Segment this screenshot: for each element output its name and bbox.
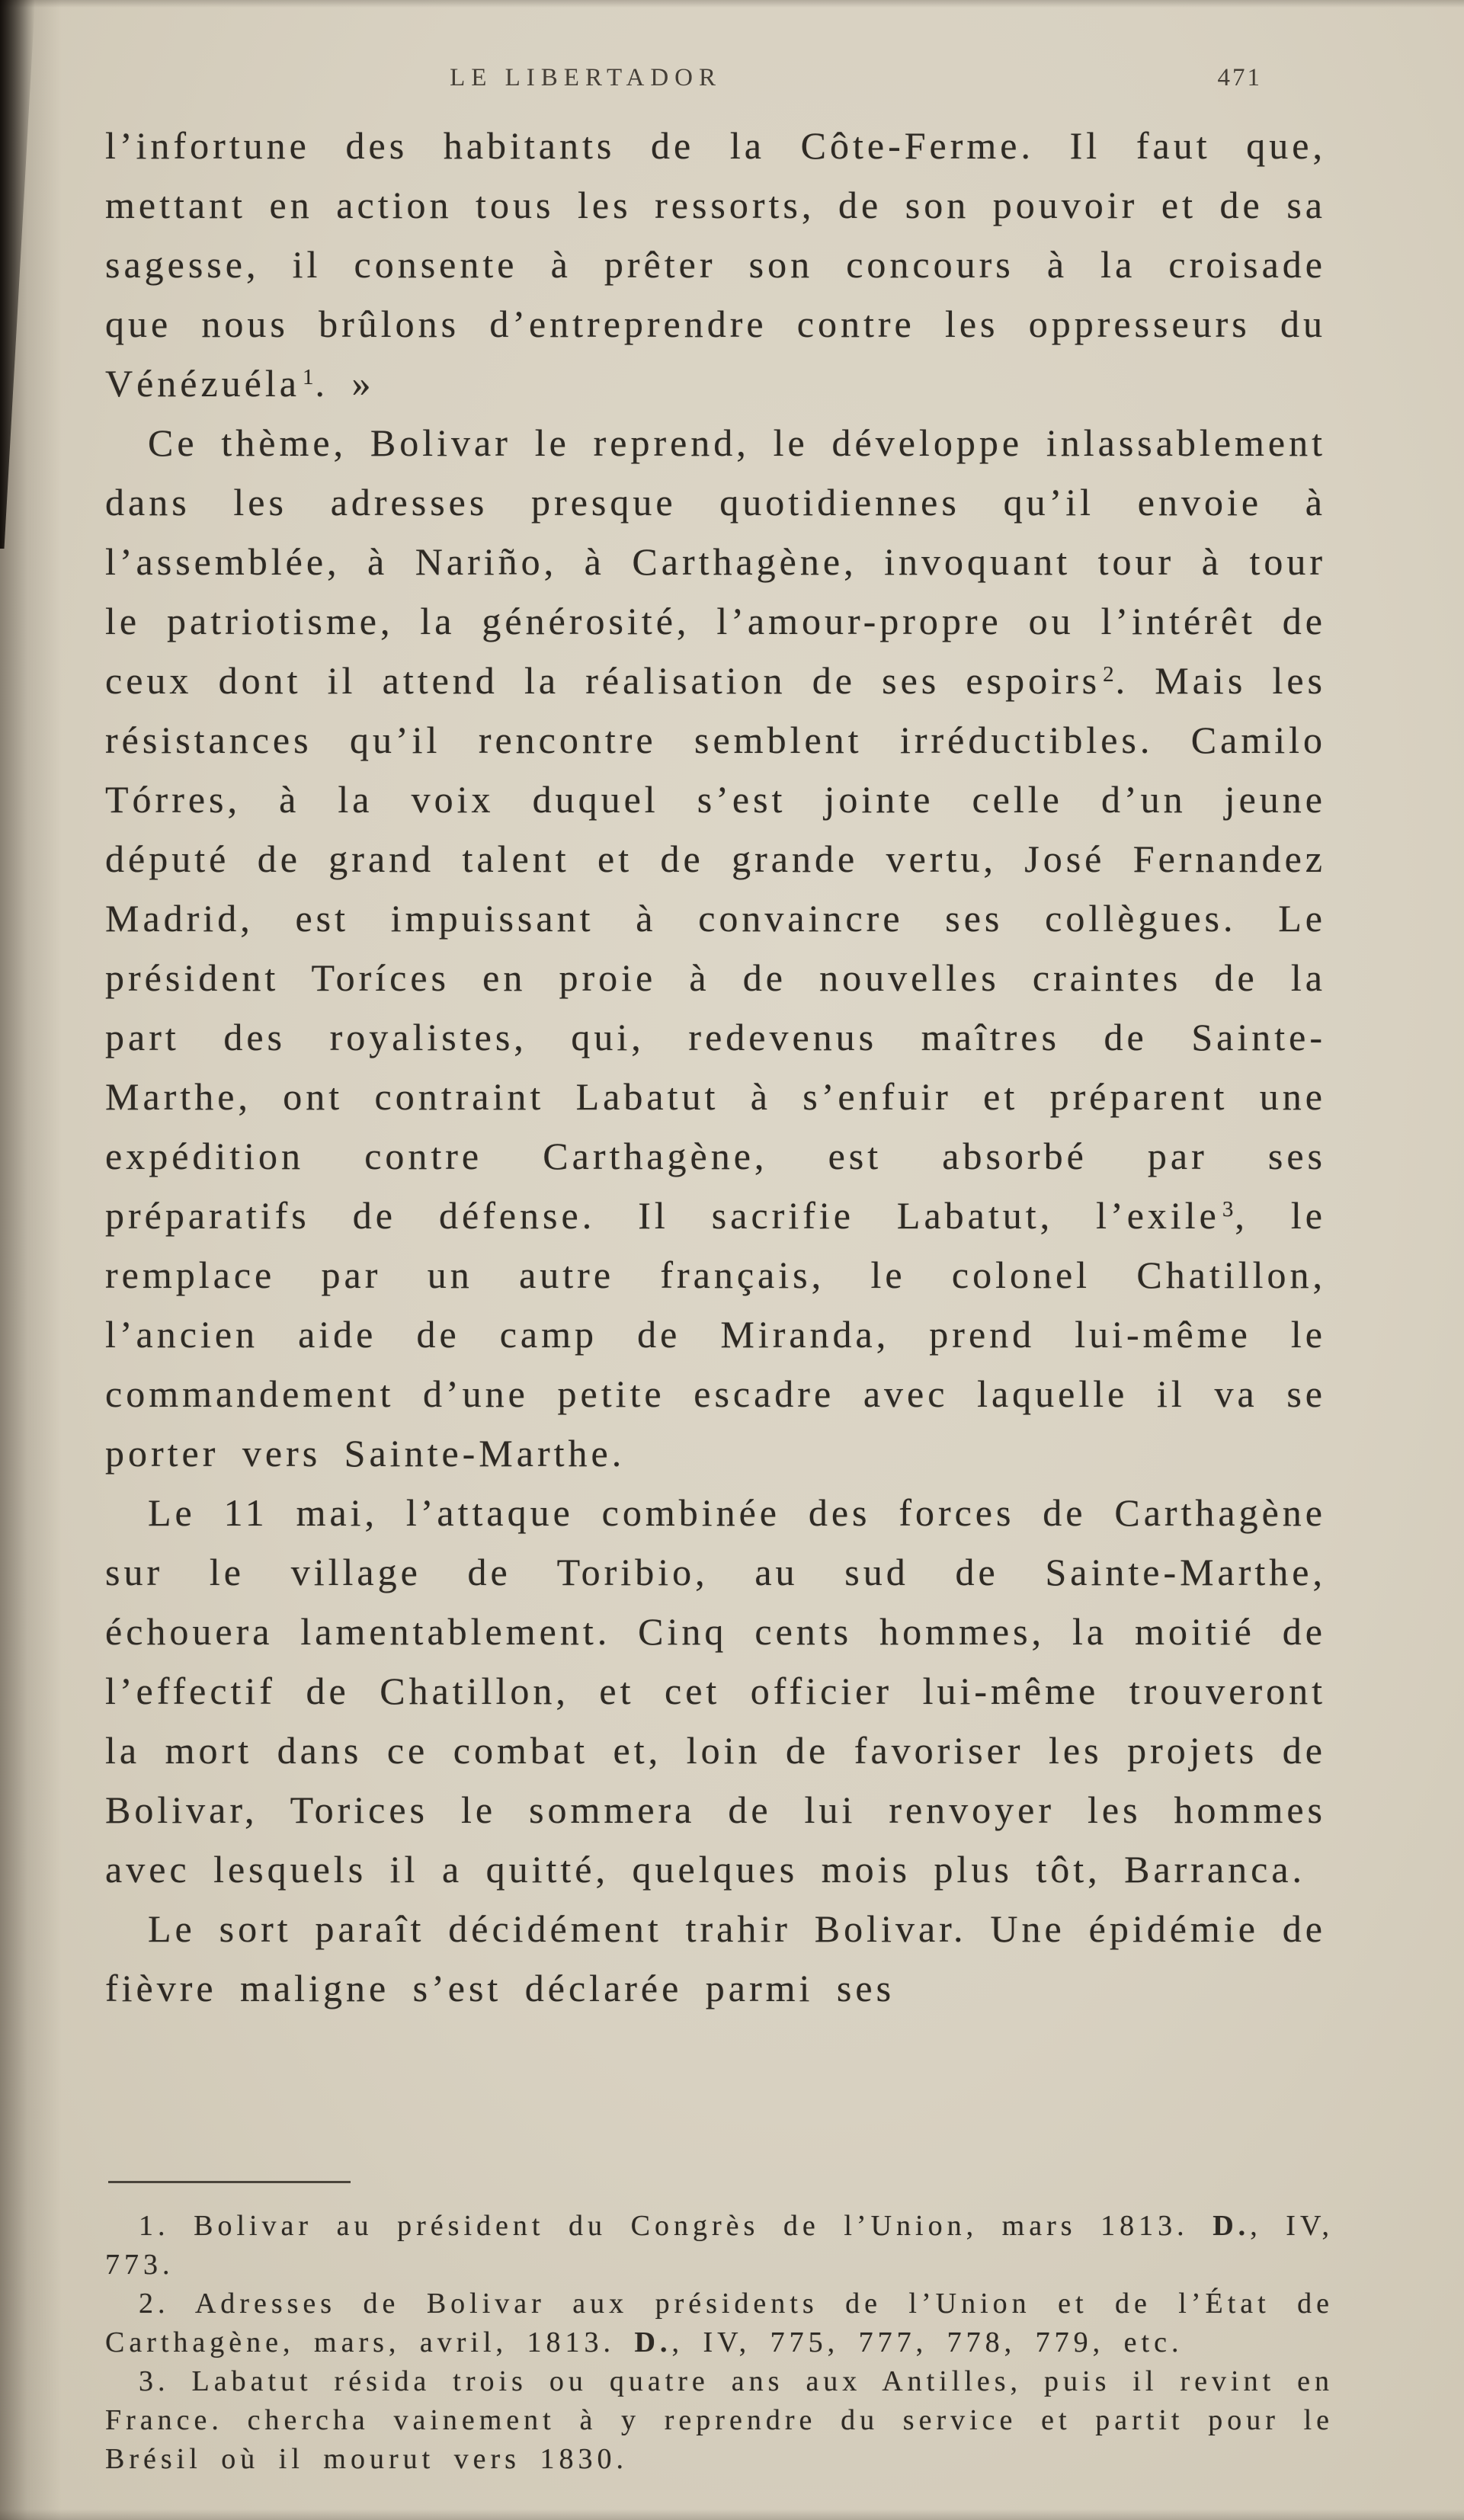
page-header [114,64,1323,104]
paragraph [105,116,1326,413]
footnote-source-abbrev: D. [1213,2210,1251,2242]
footnotes [105,2207,1334,2479]
paragraph [105,413,1326,1483]
paragraph [105,1899,1326,2018]
footnote-reference: 1 [302,365,314,390]
footnote-reference: 3 [1222,1197,1234,1222]
body-text [105,116,1326,2018]
scan-edge-left-shadow [0,0,72,2520]
footnote [105,2285,1334,2362]
text-run: 2. Adresses de Bolivar aux présidents de l’Union et de l’État de Carthagène, mars, avril, 1813. [105,2288,1334,2358]
text-run: , IV, 773. [105,2210,1334,2281]
text-run: , le remplace par un autre français, le colonel Chatillon, l’ancien aide de camp de Miranda, prend lui-même le commandement d’une petite escadre avec laquelle il va se porter vers Sainte-Marthe. [105,1194,1326,1475]
footnote-reference: 2 [1103,662,1114,687]
footnote [105,2362,1334,2479]
text-run: , IV, 775, 777, 778, 779, etc. [671,2326,1184,2358]
text-run: 1. Bolivar au président du Congrès de l’Union, mars 1813. [139,2210,1213,2242]
text-run: . Mais les résistances qu’il rencontre semblent irréductibles. Camilo Tórres, à la voix duquel s’est jointe celle d’un jeune député de grand talent et de grande vertu, José Fernandez Madrid, est impuissant à convaincre ses collègues. Le président Toríces en proie à de nouvelles craintes de la part des royalistes, qui, redevenus maîtres de Sainte-Marthe, ont contraint Labatut à s’enfuir et préparent une expédition contre Carthagène, est absorbé par ses préparatifs de défense. Il sacrifie Labatut, l’exile [105,659,1327,1237]
footnote-separator [108,2181,351,2183]
text-run: 3. Labatut résida trois ou quatre ans aux Antilles, puis il revint en France. chercha vainement à y reprendre du service et partit pour le Brésil où il mourut vers 1830. [105,2365,1334,2475]
footnote [105,2207,1334,2285]
page-number: 471 [1217,64,1262,91]
paragraph [105,1483,1326,1899]
scan-corner-shadow [0,0,35,549]
text-run: Le 11 mai, l’attaque combinée des forces de Carthagène sur le village de Toribio, au sud de Sainte-Marthe, échouera lamentablement. Cinq cents hommes, la moitié de l’effectif de Chatillon, et cet officier lui-même trouveront la mort dans ce combat et, loin de favoriser les projets de Bolivar, Torices le sommera de lui renvoyer les hommes avec lesquels il a quitté, quelques mois plus tôt, Barranca. [105,1491,1326,1891]
footnote-source-abbrev: D. [634,2326,672,2358]
scan-edge-top-shadow [0,0,1464,8]
scan-edge-bottom-shadow [0,2509,1464,2520]
text-run: Le sort paraît décidément trahir Bolivar. Une épidémie de fièvre maligne s’est déclarée parmi ses [105,1907,1326,2009]
running-title: LE LIBERTADOR [450,64,722,91]
text-run: Ce thème, Bolivar le reprend, le développe inlassablement dans les adresses presque quotidiennes qu’il envoie à l’assemblée, à Nariño, à Carthagène, invoquant tour à tour le patriotisme, la générosité, l’amour-propre ou l’intérêt de ceux dont il attend la réalisation de ses espoirs [105,421,1326,702]
text-run: l’infortune des habitants de la Côte-Ferme. Il faut que, mettant en action tous les ressorts, de son pouvoir et de sa sagesse, il consente à prêter son concours à la croisade que nous brûlons d’entreprendre contre les oppresseurs du Vénézuéla [105,124,1326,405]
text-run: . » [315,362,375,405]
